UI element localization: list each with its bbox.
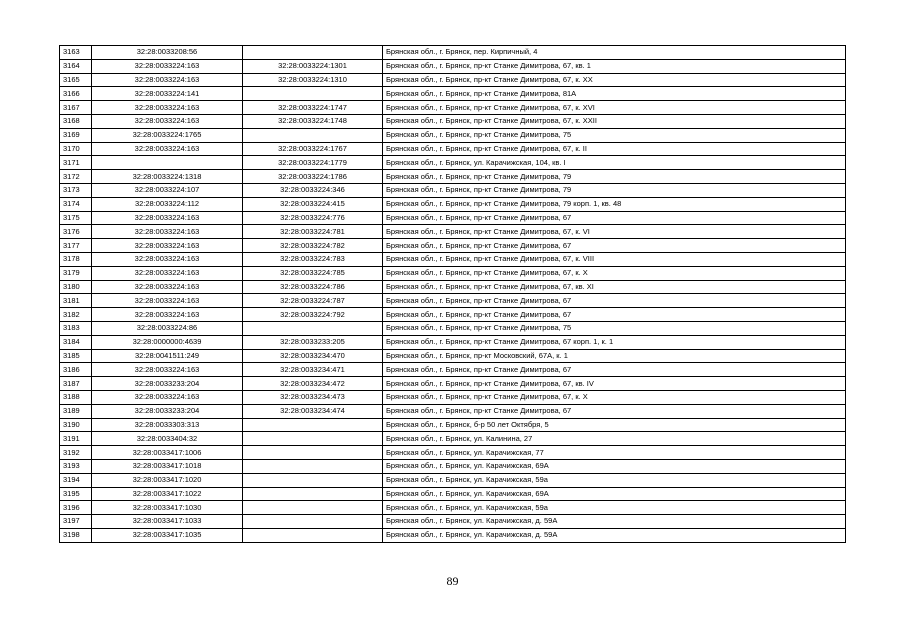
object-cadastral-number-cell: 32:28:0033224:781: [243, 225, 383, 239]
parcel-cadastral-number-cell: 32:28:0033224:163: [92, 225, 243, 239]
row-number-cell: 3170: [60, 142, 92, 156]
parcel-cadastral-number-cell: 32:28:0033417:1030: [92, 501, 243, 515]
parcel-cadastral-number-cell: 32:28:0033417:1018: [92, 459, 243, 473]
table-row: [60, 46, 846, 60]
row-number-cell: 3187: [60, 377, 92, 391]
row-number-cell: 3174: [60, 197, 92, 211]
object-cadastral-number-cell: [243, 528, 383, 542]
parcel-cadastral-number-cell: 32:28:0033224:163: [92, 101, 243, 115]
table-row: [60, 501, 846, 515]
parcel-cadastral-number-cell: 32:28:0033224:163: [92, 73, 243, 87]
address-cell: Брянская обл., г. Брянск, пр-кт Станке Димитрова, 67, к. XX: [383, 73, 846, 87]
row-number-cell: 3173: [60, 183, 92, 197]
table-row: [60, 473, 846, 487]
parcel-cadastral-number-cell: 32:28:0033224:163: [92, 239, 243, 253]
object-cadastral-number-cell: 32:28:0033224:1786: [243, 170, 383, 184]
address-cell: Брянская обл., г. Брянск, пр-кт Станке Димитрова, 79: [383, 183, 846, 197]
address-cell: Брянская обл., г. Брянск, ул. Карачижская, д. 59А: [383, 515, 846, 529]
object-cadastral-number-cell: 32:28:0033224:1767: [243, 142, 383, 156]
object-cadastral-number-cell: 32:28:0033224:1310: [243, 73, 383, 87]
table-row: [60, 404, 846, 418]
address-cell: Брянская обл., г. Брянск, пр-кт Станке Димитрова, 67: [383, 404, 846, 418]
table-row: [60, 515, 846, 529]
address-cell: Брянская обл., г. Брянск, пр-кт Станке Димитрова, 67 корп. 1, к. 1: [383, 335, 846, 349]
address-cell: Брянская обл., г. Брянск, пр-кт Станке Димитрова, 67, кв. 1: [383, 59, 846, 73]
row-number-cell: 3175: [60, 211, 92, 225]
address-cell: Брянская обл., г. Брянск, пр-кт Станке Димитрова, 75: [383, 128, 846, 142]
parcel-cadastral-number-cell: 32:28:0033233:204: [92, 377, 243, 391]
row-number-cell: 3176: [60, 225, 92, 239]
address-cell: Брянская обл., г. Брянск, ул. Карачижская, 77: [383, 446, 846, 460]
table-row: [60, 459, 846, 473]
parcel-cadastral-number-cell: 32:28:0033417:1035: [92, 528, 243, 542]
row-number-cell: 3177: [60, 239, 92, 253]
address-cell: Брянская обл., г. Брянск, ул. Карачижская, 59а: [383, 501, 846, 515]
table-row: [60, 308, 846, 322]
object-cadastral-number-cell: 32:28:0033224:792: [243, 308, 383, 322]
row-number-cell: 3172: [60, 170, 92, 184]
row-number-cell: 3192: [60, 446, 92, 460]
row-number-cell: 3167: [60, 101, 92, 115]
parcel-cadastral-number-cell: 32:28:0033224:163: [92, 390, 243, 404]
table-row: [60, 156, 846, 170]
address-cell: Брянская обл., г. Брянск, ул. Карачижская, 69А: [383, 459, 846, 473]
object-cadastral-number-cell: [243, 46, 383, 60]
parcel-cadastral-number-cell: 32:28:0033233:204: [92, 404, 243, 418]
address-cell: Брянская обл., г. Брянск, пр-кт Станке Димитрова, 67, к. VI: [383, 225, 846, 239]
parcel-cadastral-number-cell: 32:28:0033224:141: [92, 87, 243, 101]
object-cadastral-number-cell: 32:28:0033224:782: [243, 239, 383, 253]
row-number-cell: 3164: [60, 59, 92, 73]
object-cadastral-number-cell: [243, 473, 383, 487]
parcel-cadastral-number-cell: 32:28:0033224:112: [92, 197, 243, 211]
table-row: [60, 225, 846, 239]
table-row: [60, 266, 846, 280]
object-cadastral-number-cell: [243, 446, 383, 460]
address-cell: Брянская обл., г. Брянск, пр-кт Станке Димитрова, 67, к. XXII: [383, 114, 846, 128]
object-cadastral-number-cell: 32:28:0033224:787: [243, 294, 383, 308]
object-cadastral-number-cell: 32:28:0033233:205: [243, 335, 383, 349]
table-row: [60, 197, 846, 211]
object-cadastral-number-cell: 32:28:0033224:776: [243, 211, 383, 225]
table-row: [60, 349, 846, 363]
row-number-cell: 3169: [60, 128, 92, 142]
object-cadastral-number-cell: 32:28:0033224:786: [243, 280, 383, 294]
object-cadastral-number-cell: 32:28:0033234:471: [243, 363, 383, 377]
object-cadastral-number-cell: [243, 501, 383, 515]
row-number-cell: 3181: [60, 294, 92, 308]
address-cell: Брянская обл., г. Брянск, ул. Карачижская, 59а: [383, 473, 846, 487]
parcel-cadastral-number-cell: [92, 156, 243, 170]
address-cell: Брянская обл., г. Брянск, пр-кт Станке Димитрова, 75: [383, 321, 846, 335]
page-number: 89: [446, 574, 459, 588]
address-cell: Брянская обл., г. Брянск, пр-кт Станке Димитрова, 67: [383, 239, 846, 253]
table-row: [60, 446, 846, 460]
parcel-cadastral-number-cell: 32:28:0041511:249: [92, 349, 243, 363]
parcel-cadastral-number-cell: 32:28:0033224:1318: [92, 170, 243, 184]
table-row: [60, 87, 846, 101]
table-row: [60, 128, 846, 142]
table-row: [60, 239, 846, 253]
row-number-cell: 3165: [60, 73, 92, 87]
address-cell: Брянская обл., г. Брянск, пр-кт Станке Димитрова, 79: [383, 170, 846, 184]
table-row: [60, 390, 846, 404]
parcel-cadastral-number-cell: 32:28:0033417:1020: [92, 473, 243, 487]
table-row: [60, 377, 846, 391]
address-cell: Брянская обл., г. Брянск, пр-кт Станке Димитрова, 67, к. VIII: [383, 252, 846, 266]
address-cell: Брянская обл., г. Брянск, пр-кт Станке Димитрова, 81А: [383, 87, 846, 101]
object-cadastral-number-cell: [243, 432, 383, 446]
object-cadastral-number-cell: [243, 487, 383, 501]
object-cadastral-number-cell: 32:28:0033234:470: [243, 349, 383, 363]
table-row: [60, 170, 846, 184]
parcel-cadastral-number-cell: 32:28:0033417:1006: [92, 446, 243, 460]
object-cadastral-number-cell: [243, 418, 383, 432]
table-row: [60, 252, 846, 266]
row-number-cell: 3195: [60, 487, 92, 501]
address-cell: Брянская обл., г. Брянск, пр-кт Станке Димитрова, 67, к. X: [383, 266, 846, 280]
address-cell: Брянская обл., г. Брянск, пер. Кирпичный, 4: [383, 46, 846, 60]
object-cadastral-number-cell: 32:28:0033224:1748: [243, 114, 383, 128]
object-cadastral-number-cell: 32:28:0033224:1747: [243, 101, 383, 115]
parcel-cadastral-number-cell: 32:28:0033404:32: [92, 432, 243, 446]
table-row: [60, 294, 846, 308]
parcel-cadastral-number-cell: 32:28:0033224:163: [92, 252, 243, 266]
registry-table-body: [60, 46, 846, 543]
parcel-cadastral-number-cell: 32:28:0033224:107: [92, 183, 243, 197]
object-cadastral-number-cell: 32:28:0033224:785: [243, 266, 383, 280]
table-row: [60, 335, 846, 349]
address-cell: Брянская обл., г. Брянск, пр-кт Станке Димитрова, 67, к. II: [383, 142, 846, 156]
row-number-cell: 3163: [60, 46, 92, 60]
parcel-cadastral-number-cell: 32:28:0033224:163: [92, 114, 243, 128]
row-number-cell: 3184: [60, 335, 92, 349]
parcel-cadastral-number-cell: 32:28:0033417:1033: [92, 515, 243, 529]
object-cadastral-number-cell: [243, 128, 383, 142]
parcel-cadastral-number-cell: 32:28:0033224:163: [92, 280, 243, 294]
address-cell: Брянская обл., г. Брянск, пр-кт Станке Димитрова, 67: [383, 211, 846, 225]
address-cell: Брянская обл., г. Брянск, пр-кт Станке Димитрова, 67, к. XVI: [383, 101, 846, 115]
address-cell: Брянская обл., г. Брянск, пр-кт Станке Димитрова, 67: [383, 308, 846, 322]
row-number-cell: 3168: [60, 114, 92, 128]
address-cell: Брянская обл., г. Брянск, б-р 50 лет Октября, 5: [383, 418, 846, 432]
address-cell: Брянская обл., г. Брянск, пр-кт Станке Димитрова, 79 корп. 1, кв. 48: [383, 197, 846, 211]
row-number-cell: 3196: [60, 501, 92, 515]
address-cell: Брянская обл., г. Брянск, ул. Карачижская, 69А: [383, 487, 846, 501]
object-cadastral-number-cell: 32:28:0033224:783: [243, 252, 383, 266]
row-number-cell: 3166: [60, 87, 92, 101]
object-cadastral-number-cell: [243, 515, 383, 529]
table-row: [60, 73, 846, 87]
parcel-cadastral-number-cell: 32:28:0033224:163: [92, 211, 243, 225]
table-row: [60, 363, 846, 377]
parcel-cadastral-number-cell: 32:28:0033417:1022: [92, 487, 243, 501]
table-row: [60, 211, 846, 225]
address-cell: Брянская обл., г. Брянск, ул. Карачижская, 104, кв. I: [383, 156, 846, 170]
address-cell: Брянская обл., г. Брянск, ул. Карачижская, д. 59А: [383, 528, 846, 542]
parcel-cadastral-number-cell: 32:28:0033303:313: [92, 418, 243, 432]
object-cadastral-number-cell: [243, 87, 383, 101]
address-cell: Брянская обл., г. Брянск, ул. Калинина, 27: [383, 432, 846, 446]
parcel-cadastral-number-cell: 32:28:0033224:163: [92, 59, 243, 73]
parcel-cadastral-number-cell: 32:28:0033224:163: [92, 294, 243, 308]
object-cadastral-number-cell: 32:28:0033234:473: [243, 390, 383, 404]
row-number-cell: 3183: [60, 321, 92, 335]
table-row: [60, 183, 846, 197]
address-cell: Брянская обл., г. Брянск, пр-кт Станке Димитрова, 67: [383, 294, 846, 308]
row-number-cell: 3193: [60, 459, 92, 473]
table-row: [60, 142, 846, 156]
object-cadastral-number-cell: [243, 321, 383, 335]
row-number-cell: 3171: [60, 156, 92, 170]
table-row: [60, 432, 846, 446]
row-number-cell: 3185: [60, 349, 92, 363]
parcel-cadastral-number-cell: 32:28:0033208:56: [92, 46, 243, 60]
address-cell: Брянская обл., г. Брянск, пр-кт Станке Димитрова, 67, кв. XI: [383, 280, 846, 294]
registry-table: [59, 45, 846, 543]
parcel-cadastral-number-cell: 32:28:0000000:4639: [92, 335, 243, 349]
parcel-cadastral-number-cell: 32:28:0033224:163: [92, 308, 243, 322]
parcel-cadastral-number-cell: 32:28:0033224:163: [92, 266, 243, 280]
address-cell: Брянская обл., г. Брянск, пр-кт Московский, 67А, к. 1: [383, 349, 846, 363]
row-number-cell: 3189: [60, 404, 92, 418]
table-row: [60, 528, 846, 542]
table-row: [60, 114, 846, 128]
table-row: [60, 101, 846, 115]
parcel-cadastral-number-cell: 32:28:0033224:163: [92, 363, 243, 377]
parcel-cadastral-number-cell: 32:28:0033224:1765: [92, 128, 243, 142]
parcel-cadastral-number-cell: 32:28:0033224:86: [92, 321, 243, 335]
table-row: [60, 418, 846, 432]
table-row: [60, 280, 846, 294]
row-number-cell: 3191: [60, 432, 92, 446]
object-cadastral-number-cell: [243, 459, 383, 473]
row-number-cell: 3190: [60, 418, 92, 432]
row-number-cell: 3182: [60, 308, 92, 322]
row-number-cell: 3188: [60, 390, 92, 404]
table-row: [60, 487, 846, 501]
row-number-cell: 3194: [60, 473, 92, 487]
object-cadastral-number-cell: 32:28:0033234:474: [243, 404, 383, 418]
address-cell: Брянская обл., г. Брянск, пр-кт Станке Димитрова, 67: [383, 363, 846, 377]
table-row: [60, 321, 846, 335]
row-number-cell: 3179: [60, 266, 92, 280]
object-cadastral-number-cell: 32:28:0033224:415: [243, 197, 383, 211]
object-cadastral-number-cell: 32:28:0033224:346: [243, 183, 383, 197]
row-number-cell: 3197: [60, 515, 92, 529]
row-number-cell: 3186: [60, 363, 92, 377]
object-cadastral-number-cell: 32:28:0033224:1301: [243, 59, 383, 73]
object-cadastral-number-cell: 32:28:0033224:1779: [243, 156, 383, 170]
address-cell: Брянская обл., г. Брянск, пр-кт Станке Димитрова, 67, кв. IV: [383, 377, 846, 391]
row-number-cell: 3178: [60, 252, 92, 266]
parcel-cadastral-number-cell: 32:28:0033224:163: [92, 142, 243, 156]
object-cadastral-number-cell: 32:28:0033234:472: [243, 377, 383, 391]
row-number-cell: 3180: [60, 280, 92, 294]
address-cell: Брянская обл., г. Брянск, пр-кт Станке Димитрова, 67, к. X: [383, 390, 846, 404]
table-row: [60, 59, 846, 73]
row-number-cell: 3198: [60, 528, 92, 542]
